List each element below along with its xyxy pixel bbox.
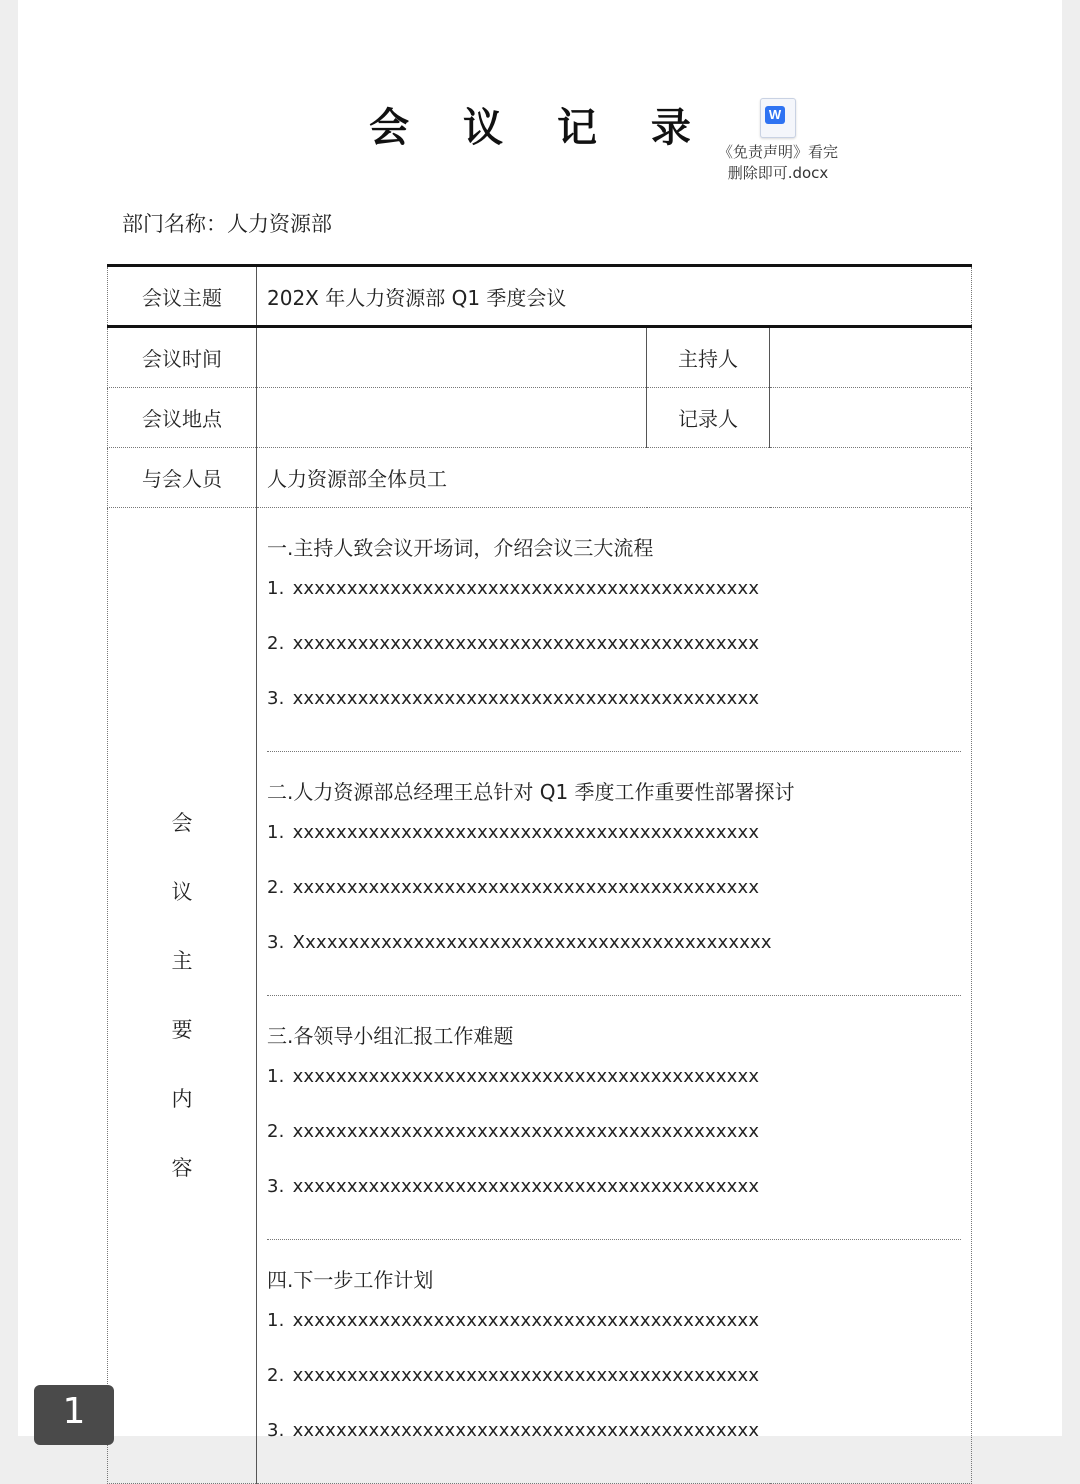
list-item [267, 822, 961, 877]
item-number: 2. [267, 877, 285, 898]
item-number: 1. [267, 1310, 285, 1331]
list-item [267, 1121, 961, 1176]
item-text: xxxxxxxxxxxxxxxxxxxxxxxxxxxxxxxxxxxxxxxxxxx [292, 1121, 760, 1142]
item-text: xxxxxxxxxxxxxxxxxxxxxxxxxxxxxxxxxxxxxxxxxxx [292, 822, 760, 843]
topic-label: 会议主题 [108, 266, 257, 327]
list-item [267, 1365, 961, 1420]
place-value [257, 388, 647, 448]
time-label: 会议时间 [108, 327, 257, 388]
host-value [770, 327, 972, 388]
item-text: xxxxxxxxxxxxxxxxxxxxxxxxxxxxxxxxxxxxxxxxxxx [292, 1420, 760, 1441]
item-text: xxxxxxxxxxxxxxxxxxxxxxxxxxxxxxxxxxxxxxxxxxx [292, 1176, 760, 1197]
item-text: xxxxxxxxxxxxxxxxxxxxxxxxxxxxxxxxxxxxxxxxxxx [292, 688, 760, 709]
content-section [267, 752, 961, 996]
list-item [267, 688, 961, 743]
table-row-content [108, 508, 972, 1484]
attendees-label: 与会人员 [108, 448, 257, 508]
list-item [267, 1066, 961, 1121]
item-text: xxxxxxxxxxxxxxxxxxxxxxxxxxxxxxxxxxxxxxxxxxx [292, 877, 760, 898]
recorder-value [770, 388, 972, 448]
table-row-attendees [108, 448, 972, 508]
table-row-time [108, 327, 972, 388]
attachment-file[interactable] [712, 98, 844, 184]
content-label: 会议主要内容 [171, 810, 193, 1180]
item-number: 3. [267, 1420, 285, 1441]
page-number-badge[interactable]: 1 [34, 1385, 114, 1445]
topic-value: 202X 年人力资源部 Q1 季度会议 [257, 266, 972, 327]
list-item [267, 633, 961, 688]
item-number: 2. [267, 1121, 285, 1142]
list-item [267, 877, 961, 932]
word-doc-icon[interactable] [760, 98, 796, 138]
content-section [267, 996, 961, 1240]
list-item [267, 1310, 961, 1365]
section-title: 一.主持人致会议开场词，介绍会议三大流程 [267, 536, 654, 560]
table-row-topic [108, 266, 972, 327]
list-item [267, 1176, 961, 1231]
host-label: 主持人 [647, 327, 770, 388]
item-number: 1. [267, 1066, 285, 1087]
item-text: Xxxxxxxxxxxxxxxxxxxxxxxxxxxxxxxxxxxxxxxxxxxx [292, 932, 772, 953]
recorder-label: 记录人 [647, 388, 770, 448]
section-title: 二.人力资源部总经理王总针对 Q1 季度工作重要性部署探讨 [267, 780, 795, 804]
item-number: 1. [267, 822, 285, 843]
item-number: 2. [267, 633, 285, 654]
department-name: 部门名称：人力资源部 [122, 212, 332, 236]
section-title: 四.下一步工作计划 [267, 1268, 434, 1292]
content-cell [257, 508, 972, 1484]
item-number: 3. [267, 1176, 285, 1197]
content-label-cell [108, 508, 257, 1484]
list-item [267, 578, 961, 633]
item-number: 1. [267, 578, 285, 599]
item-text: xxxxxxxxxxxxxxxxxxxxxxxxxxxxxxxxxxxxxxxxxxx [292, 1365, 760, 1386]
table-row-place [108, 388, 972, 448]
item-text: xxxxxxxxxxxxxxxxxxxxxxxxxxxxxxxxxxxxxxxxxxx [292, 578, 760, 599]
item-number: 2. [267, 1365, 285, 1386]
item-text: xxxxxxxxxxxxxxxxxxxxxxxxxxxxxxxxxxxxxxxxxxx [292, 1066, 760, 1087]
item-text: xxxxxxxxxxxxxxxxxxxxxxxxxxxxxxxxxxxxxxxxxxx [292, 633, 760, 654]
time-value [257, 327, 647, 388]
item-number: 3. [267, 932, 285, 953]
content-sections [267, 508, 961, 1483]
place-label: 会议地点 [108, 388, 257, 448]
content-section [267, 1240, 961, 1483]
content-section [267, 508, 961, 752]
word-letter: W [765, 106, 785, 124]
document-title: 会 议 记 录 [369, 105, 711, 151]
list-item [267, 932, 961, 987]
minutes-table [107, 264, 972, 1484]
attachment-filename[interactable]: 《免责声明》看完 删除即可.docx [717, 143, 838, 182]
list-item [267, 1420, 961, 1475]
item-text: xxxxxxxxxxxxxxxxxxxxxxxxxxxxxxxxxxxxxxxxxxx [292, 1310, 760, 1331]
item-number: 3. [267, 688, 285, 709]
section-title: 三.各领导小组汇报工作难题 [267, 1024, 514, 1048]
attendees-value: 人力资源部全体员工 [257, 448, 972, 508]
